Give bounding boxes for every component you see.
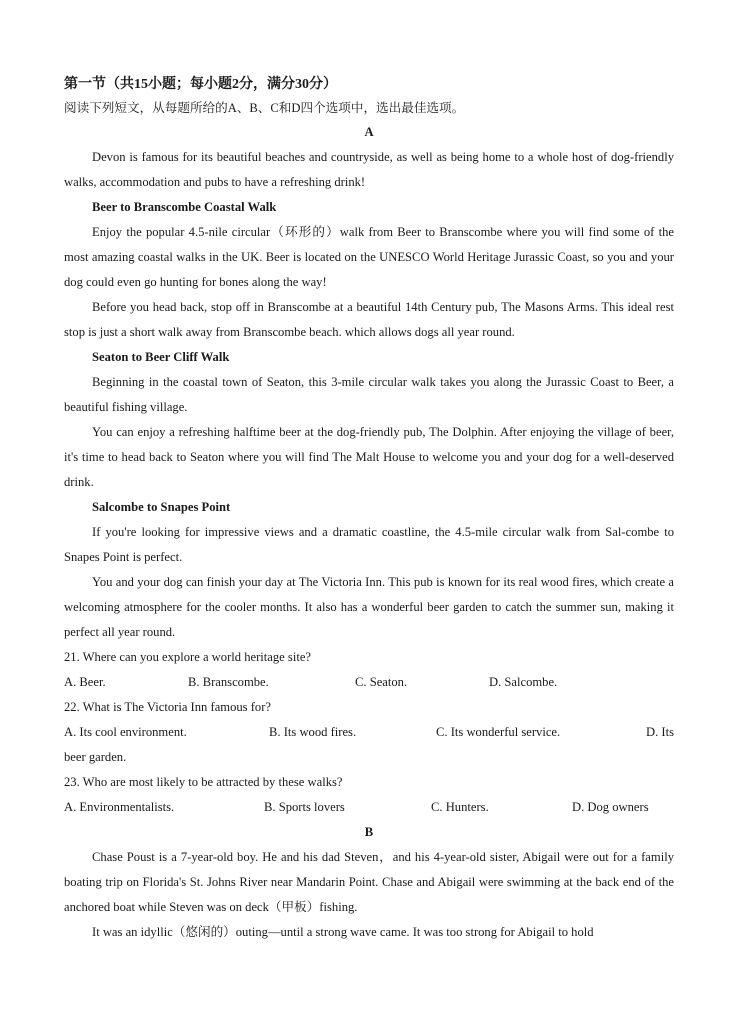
question-22-option-d-continuation: beer garden. xyxy=(64,750,127,764)
question-22-option-d: D. Its xyxy=(646,725,674,739)
passage-a-heading: A xyxy=(364,125,374,139)
question-22-option-b: B. Its wood fires. xyxy=(269,725,357,739)
passage-b-paragraph-1: Chase Poust is a 7-year-old boy. He and his dad Steven，and his 4-year-old sister, Abigail were out for a family boating trip on Florida's St. Johns River near Mandarin Point. Chase and Abigail were swimming at the back end of the anchored boat while Steven was on deck（甲板）fishing. xyxy=(64,850,674,914)
question-21-stem: 21. Where can you explore a world heritage site? xyxy=(64,650,311,664)
question-21-option-c: C. Seaton. xyxy=(355,675,408,689)
document-page xyxy=(64,74,674,945)
question-23-option-d: D. Dog owners xyxy=(572,800,649,814)
walk3-title: Salcombe to Snapes Point xyxy=(92,500,231,514)
question-23-option-b: B. Sports lovers xyxy=(264,800,345,814)
question-22-option-c: C. Its wonderful service. xyxy=(436,725,561,739)
question-21-option-d: D. Salcombe. xyxy=(489,675,558,689)
section-title: 第一节（共15小题；每小题2分，满分30分） xyxy=(64,77,337,92)
section-instructions: 阅读下列短文，从每题所给的A、B、C和D四个选项中，选出最佳选项。 xyxy=(64,101,465,115)
question-23-option-c: C. Hunters. xyxy=(431,800,489,814)
passage-b-heading: B xyxy=(364,825,374,839)
question-21-option-b: B. Branscombe. xyxy=(188,675,269,689)
question-22-option-a: A. Its cool environment. xyxy=(64,725,187,739)
walk1-paragraph-2: Before you head back, stop off in Branscombe at a beautiful 14th Century pub, The Masons Arms. This ideal rest stop is just a short walk away from Branscombe beach. which allows dogs all year round. xyxy=(64,300,674,339)
walk3-paragraph-2: You and your dog can finish your day at The Victoria Inn. This pub is known for its real wood fires, which create a welcoming atmosphere for the cooler months. It also has a wonderful beer garden to catch the summer sun, making it perfect all year round. xyxy=(64,575,674,639)
question-23-options xyxy=(64,795,674,820)
walk1-paragraph-1: Enjoy the popular 4.5-nile circular（环形的）walk from Beer to Branscombe where you will find some of the most amazing coastal walks in the UK. Beer is located on the UNESCO World Heritage Jurassic Coast, so you and your dog could even go hunting for bones along the way! xyxy=(64,225,674,289)
question-22-options xyxy=(64,720,674,770)
walk2-paragraph-2: You can enjoy a refreshing halftime beer at the dog-friendly pub, The Dolphin. After enjoying the village of beer, it's time to head back to Seaton where you will find The Malt House to welcome you and your dog for a well-deserved drink. xyxy=(64,425,674,489)
question-21-option-a: A. Beer. xyxy=(64,675,106,689)
passage-b-paragraph-2: It was an idyllic（悠闲的）outing—until a strong wave came. It was too strong for Abigail to hold xyxy=(92,925,594,939)
passage-a-intro: Devon is famous for its beautiful beaches and countryside, as well as being home to a whole host of dog-friendly walks, accommodation and pubs to have a refreshing drink! xyxy=(64,150,674,189)
question-23-stem: 23. Who are most likely to be attracted by these walks? xyxy=(64,775,343,789)
question-23-option-a: A. Environmentalists. xyxy=(64,800,175,814)
walk1-title: Beer to Branscombe Coastal Walk xyxy=(92,200,277,214)
walk3-paragraph-1: If you're looking for impressive views and a dramatic coastline, the 4.5-mile circular walk from Sal-combe to Snapes Point is perfect. xyxy=(64,525,674,564)
question-21-options xyxy=(64,670,674,695)
walk2-paragraph-1: Beginning in the coastal town of Seaton, this 3-mile circular walk takes you along the Jurassic Coast to Beer, a beautiful fishing village. xyxy=(64,375,674,414)
walk2-title: Seaton to Beer Cliff Walk xyxy=(92,350,230,364)
question-22-stem: 22. What is The Victoria Inn famous for? xyxy=(64,700,271,714)
